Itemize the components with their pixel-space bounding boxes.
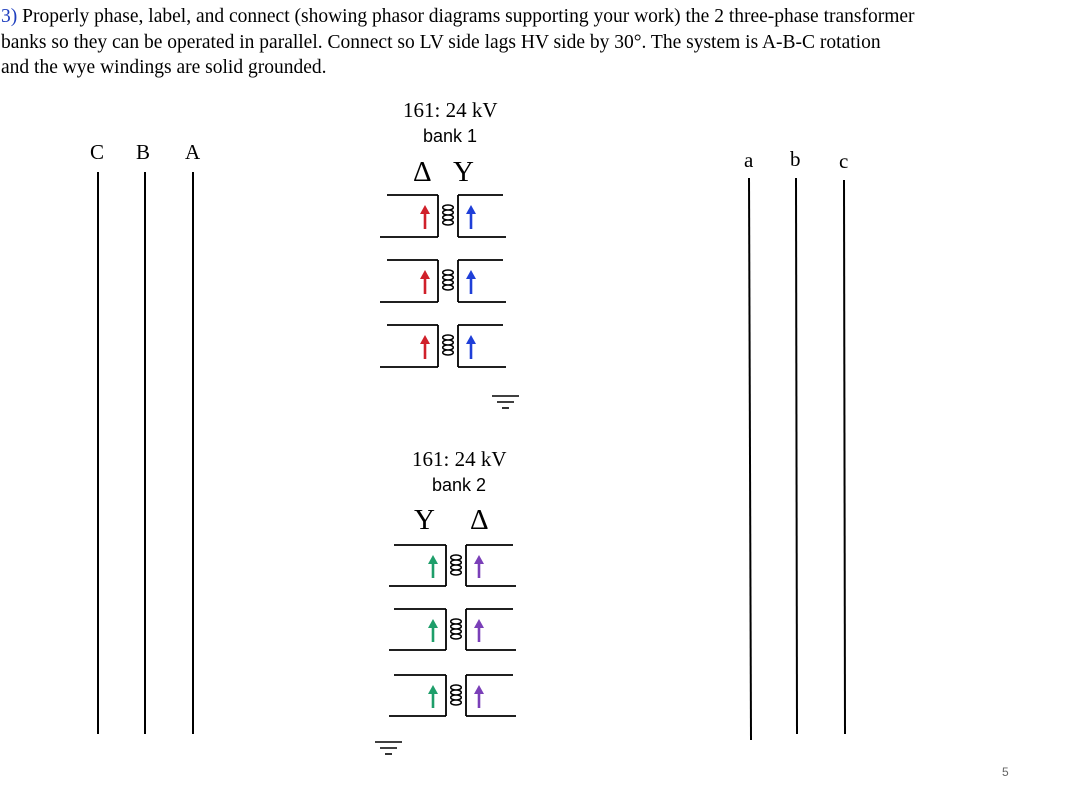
bank2-primary-coil-icon (456, 685, 461, 705)
bank2-primary-polarity-arrow-icon (428, 619, 438, 642)
bank1-secondary-coil-icon (443, 335, 448, 355)
bank2-primary-polarity-arrow-icon (428, 555, 438, 578)
bank1-secondary-polarity-arrow-icon (466, 205, 476, 229)
lv-bus (749, 178, 845, 740)
bank1-rating: 161: 24 kV (403, 98, 498, 122)
bank1-delta-symbol: Δ (413, 156, 432, 188)
bank1-transformer-2 (380, 260, 506, 302)
bank2-secondary-coil-icon (451, 619, 456, 639)
problem-line-1: 3) Properly phase, label, and connect (showing phasor diagrams supporting your work) the 2 three-phase transformer (1, 6, 915, 27)
lv-bus-line-a[interactable] (749, 178, 751, 740)
bank1-name: bank 1 (423, 126, 478, 146)
bank2-transformer-3 (389, 675, 516, 716)
hv-bus (98, 172, 193, 734)
bank1-wye-symbol: Y (453, 156, 474, 188)
bank1-primary-polarity-arrow-icon (420, 205, 430, 229)
lv-bus-label-a: a (744, 148, 754, 172)
bank2-transformer-1 (389, 545, 516, 586)
bank1-secondary-coil-icon (443, 270, 448, 290)
bank2-secondary-coil-icon (451, 685, 456, 705)
bank1-transformer-1 (380, 195, 506, 237)
bank1-secondary-polarity-arrow-icon (466, 335, 476, 359)
bank2-secondary-polarity-arrow-icon (474, 619, 484, 642)
bank1-ground-icon (492, 396, 519, 408)
hv-bus-label-c: C (90, 140, 105, 164)
bank2-primary-polarity-arrow-icon (428, 685, 438, 708)
hv-bus-label-b: B (136, 140, 151, 164)
bank2-wye-symbol: Y (414, 504, 435, 536)
bank1-primary-coil-icon (448, 335, 453, 355)
bank2-delta-symbol: Δ (470, 504, 489, 536)
hv-bus-label-a: A (185, 140, 201, 164)
problem-number: 3) (1, 6, 18, 27)
bank1-secondary-polarity-arrow-icon (466, 270, 476, 294)
bank2-transformers (389, 545, 516, 716)
bank1-secondary-coil-icon (443, 205, 448, 225)
lv-bus-line-b[interactable] (796, 178, 797, 734)
lv-bus-label-b: b (790, 147, 801, 171)
bank1-primary-coil-icon (448, 205, 453, 225)
lv-bus-label-c: c (839, 149, 849, 173)
bank2-primary-coil-icon (456, 619, 461, 639)
bank1-primary-polarity-arrow-icon (420, 270, 430, 294)
bank1-transformers (380, 195, 506, 367)
lv-bus-line-c[interactable] (844, 180, 845, 734)
bank2-secondary-coil-icon (451, 555, 456, 575)
bank1-transformer-3 (380, 325, 506, 367)
problem-line-3: and the wye windings are solid grounded. (1, 57, 327, 78)
bank1-primary-coil-icon (448, 270, 453, 290)
page-number: 5 (1002, 765, 1009, 779)
bank2-name: bank 2 (432, 475, 487, 495)
bank2-ground-icon (375, 742, 402, 754)
bank2-rating: 161: 24 kV (412, 447, 507, 471)
bank2-transformer-2 (389, 609, 516, 650)
bank2-secondary-polarity-arrow-icon (474, 685, 484, 708)
bank2-primary-coil-icon (456, 555, 461, 575)
problem-line-2: banks so they can be operated in parallel. Connect so LV side lags HV side by 30°. The system is A-B-C rotation (1, 31, 881, 53)
bank2-secondary-polarity-arrow-icon (474, 555, 484, 578)
bank1-primary-polarity-arrow-icon (420, 335, 430, 359)
